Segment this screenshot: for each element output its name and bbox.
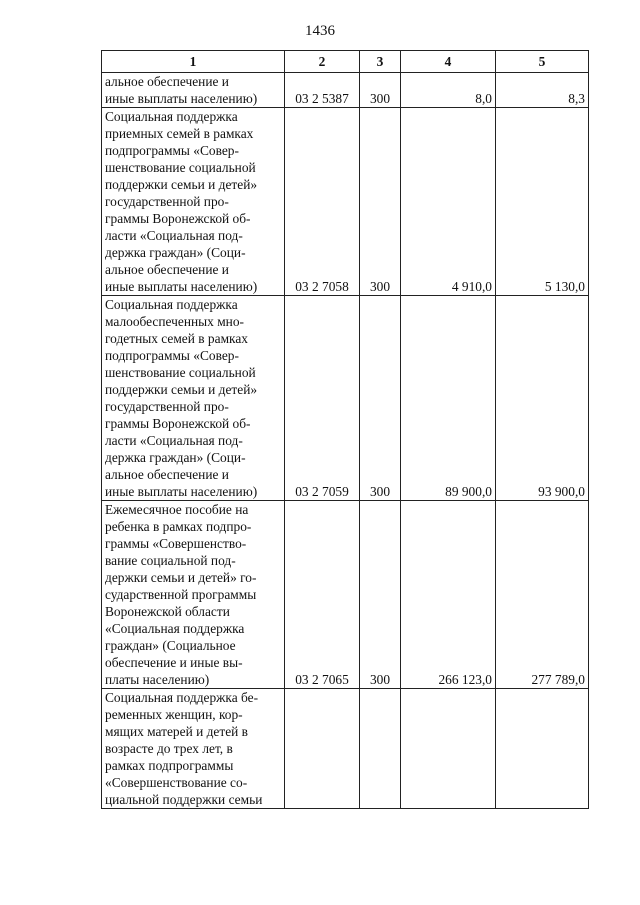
description-line: Ежемесячное пособие на <box>105 502 249 517</box>
row-code: 03 2 7059 <box>285 296 360 501</box>
row-expense-type: 300 <box>360 108 401 296</box>
row-description <box>102 501 285 689</box>
column-header: 2 <box>285 51 360 73</box>
description-line: шенствование социальной <box>105 365 256 380</box>
row-expense-type: 300 <box>360 73 401 108</box>
description-line: держка граждан» (Соци- <box>105 450 246 465</box>
description-line: Социальная поддержка <box>105 297 238 312</box>
row-code <box>285 689 360 809</box>
description-line: граммы Воронежской об- <box>105 416 251 431</box>
description-line: платы населению) <box>105 672 210 687</box>
row-amount-col4: 89 900,0 <box>401 296 496 501</box>
column-header: 5 <box>496 51 589 73</box>
description-line: годетных семей в рамках <box>105 331 248 346</box>
row-amount-col4: 8,0 <box>401 73 496 108</box>
description-line: циальной поддержки семьи <box>105 792 263 807</box>
description-line: ребенка в рамках подпро- <box>105 519 252 534</box>
table-header-row <box>102 51 589 73</box>
budget-table <box>101 50 589 809</box>
column-header: 1 <box>102 51 285 73</box>
column-header: 4 <box>401 51 496 73</box>
table-row <box>102 296 589 501</box>
description-line: приемных семей в рамках <box>105 126 254 141</box>
description-line: «Совершенствование со- <box>105 775 248 790</box>
row-description <box>102 689 285 809</box>
description-line: Социальная поддержка бе- <box>105 690 259 705</box>
row-expense-type: 300 <box>360 296 401 501</box>
row-amount-col5: 8,3 <box>496 73 589 108</box>
table-row <box>102 73 589 108</box>
row-code: 03 2 5387 <box>285 73 360 108</box>
description-line: подпрограммы «Совер- <box>105 348 239 363</box>
table-row <box>102 689 589 809</box>
description-line: ласти «Социальная под- <box>105 228 243 243</box>
column-header: 3 <box>360 51 401 73</box>
page-number: 1436 <box>305 23 335 39</box>
row-amount-col5: 5 130,0 <box>496 108 589 296</box>
row-amount-col4 <box>401 689 496 809</box>
description-line: государственной про- <box>105 399 229 414</box>
description-line: малообеспеченных мно- <box>105 314 244 329</box>
row-expense-type <box>360 689 401 809</box>
row-code: 03 2 7065 <box>285 501 360 689</box>
description-line: вание социальной под- <box>105 553 236 568</box>
row-amount-col5: 277 789,0 <box>496 501 589 689</box>
row-code: 03 2 7058 <box>285 108 360 296</box>
description-line: государственной про- <box>105 194 229 209</box>
description-line: обеспечение и иные вы- <box>105 655 243 670</box>
description-line: шенствование социальной <box>105 160 256 175</box>
description-line: «Социальная поддержка <box>105 621 245 636</box>
description-line: держка граждан» (Соци- <box>105 245 246 260</box>
description-line: возрасте до трех лет, в <box>105 741 233 756</box>
description-line: Социальная поддержка <box>105 109 238 124</box>
description-line: иные выплаты населению) <box>105 484 258 499</box>
row-amount-col4: 4 910,0 <box>401 108 496 296</box>
description-line: поддержки семьи и детей» <box>105 177 258 192</box>
description-line: мящих матерей и детей в <box>105 724 248 739</box>
description-line: граммы Воронежской об- <box>105 211 251 226</box>
row-expense-type: 300 <box>360 501 401 689</box>
description-line: держки семьи и детей» го- <box>105 570 257 585</box>
description-line: альное обеспечение и <box>105 74 229 89</box>
description-line: иные выплаты населению) <box>105 279 258 294</box>
description-line: иные выплаты населению) <box>105 91 258 106</box>
description-line: поддержки семьи и детей» <box>105 382 258 397</box>
row-description <box>102 73 285 108</box>
description-line: альное обеспечение и <box>105 467 229 482</box>
description-line: ласти «Социальная под- <box>105 433 243 448</box>
description-line: Воронежской области <box>105 604 230 619</box>
table-row <box>102 108 589 296</box>
table-row <box>102 501 589 689</box>
row-description <box>102 108 285 296</box>
description-line: рамках подпрограммы <box>105 758 234 773</box>
row-amount-col5: 93 900,0 <box>496 296 589 501</box>
description-line: альное обеспечение и <box>105 262 229 277</box>
row-amount-col4: 266 123,0 <box>401 501 496 689</box>
row-description <box>102 296 285 501</box>
description-line: ременных женщин, кор- <box>105 707 243 722</box>
description-line: сударственной программы <box>105 587 257 602</box>
row-amount-col5 <box>496 689 589 809</box>
description-line: граждан» (Социальное <box>105 638 236 653</box>
description-line: граммы «Совершенство- <box>105 536 247 551</box>
description-line: подпрограммы «Совер- <box>105 143 239 158</box>
